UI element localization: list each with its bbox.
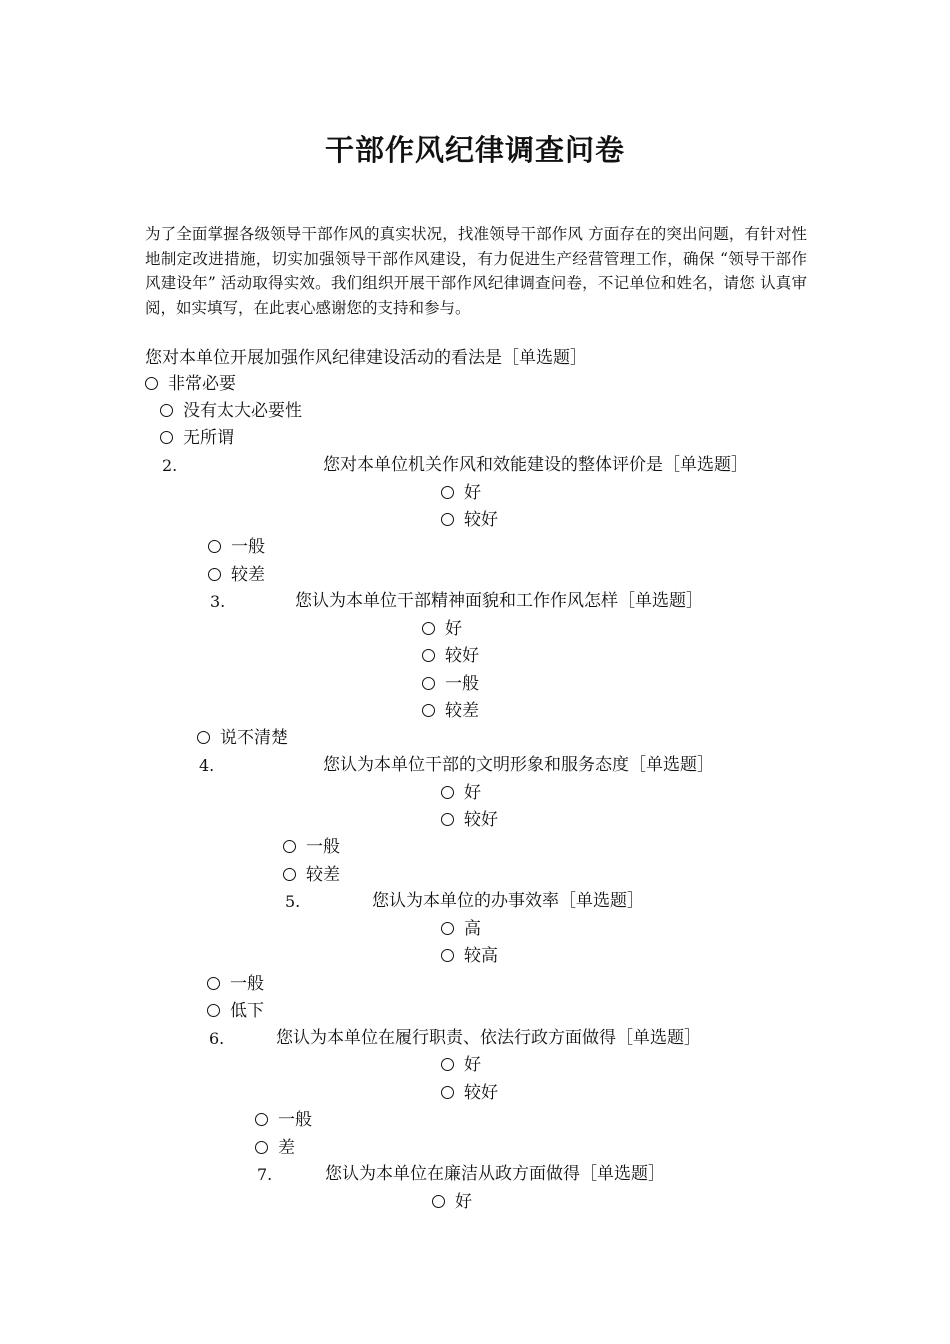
question-6-option-4[interactable]: 差 — [255, 1136, 295, 1160]
question-4-text: 您认为本单位干部的文明形象和服务态度［单选题］ — [323, 755, 714, 775]
radio-circle-icon — [441, 949, 454, 962]
question-3-option-3[interactable]: 一般 — [422, 672, 479, 696]
page-title: 干部作风纪律调查问卷 — [324, 133, 625, 167]
radio-circle-icon — [441, 922, 454, 935]
question-7-option-1[interactable]: 好 — [432, 1190, 472, 1214]
question-5-option-2[interactable]: 较高 — [441, 944, 498, 968]
question-1-option-2[interactable]: 没有太大必要性 — [160, 399, 302, 423]
question-2-option-3[interactable]: 一般 — [208, 535, 265, 559]
question-4-option-2[interactable]: 较好 — [441, 808, 498, 832]
question-7-number: 7. — [257, 1165, 273, 1184]
question-3-number: 3. — [210, 592, 226, 611]
radio-circle-icon — [208, 568, 221, 581]
question-7-text: 您认为本单位在廉洁从政方面做得［单选题］ — [325, 1164, 665, 1184]
question-2-number: 2. — [162, 456, 178, 475]
radio-circle-icon — [145, 377, 158, 390]
radio-circle-icon — [441, 1058, 454, 1071]
question-3-option-1[interactable]: 好 — [422, 617, 462, 641]
question-1-option-3[interactable]: 无所谓 — [160, 426, 234, 450]
radio-circle-icon — [160, 431, 173, 444]
intro-paragraph: 为了全面掌握各级领导干部作风的真实状况，找准领导干部作风 方面存在的突出问题，有针对性地制定改进措施，切实加强领导干部作风建设，有力促进生产经营管理工作，确保 “领导干部作风建设年” 活动取得实效。我们组织开展干部作风纪律调查问卷，不记单位和姓名，请您 认真审阅，如实填写，在此衷心感谢您的支持和参与。 — [145, 225, 807, 317]
radio-circle-icon — [255, 1141, 268, 1154]
question-5-option-1[interactable]: 高 — [441, 917, 481, 941]
question-3-option-2[interactable]: 较好 — [422, 644, 479, 668]
radio-circle-icon — [207, 977, 220, 990]
question-2-text: 您对本单位机关作风和效能建设的整体评价是［单选题］ — [323, 455, 748, 475]
radio-circle-icon — [441, 786, 454, 799]
radio-circle-icon — [208, 540, 221, 553]
radio-circle-icon — [432, 1195, 445, 1208]
radio-circle-icon — [422, 677, 435, 690]
question-3-option-4[interactable]: 较差 — [422, 699, 479, 723]
question-3-text: 您认为本单位干部精神面貌和工作作风怎样［单选题］ — [295, 591, 703, 611]
question-4-option-1[interactable]: 好 — [441, 781, 481, 805]
radio-circle-icon — [283, 868, 296, 881]
question-4-option-4[interactable]: 较差 — [283, 863, 340, 887]
radio-circle-icon — [422, 622, 435, 635]
question-5-number: 5. — [285, 892, 301, 911]
question-6-option-3[interactable]: 一般 — [255, 1108, 312, 1132]
radio-circle-icon — [441, 1086, 454, 1099]
question-4-number: 4. — [199, 756, 215, 775]
radio-circle-icon — [255, 1113, 268, 1126]
question-4-option-3[interactable]: 一般 — [283, 835, 340, 859]
question-6-number: 6. — [209, 1029, 225, 1048]
radio-circle-icon — [422, 649, 435, 662]
question-5-option-4[interactable]: 低下 — [207, 999, 264, 1023]
radio-circle-icon — [441, 813, 454, 826]
radio-circle-icon — [422, 704, 435, 717]
question-1-option-1[interactable]: 非常必要 — [145, 372, 236, 396]
question-5-text: 您认为本单位的办事效率［单选题］ — [372, 891, 644, 911]
radio-circle-icon — [283, 840, 296, 853]
question-6-text: 您认为本单位在履行职责、依法行政方面做得［单选题］ — [276, 1028, 701, 1048]
question-3-option-5[interactable]: 说不清楚 — [197, 726, 288, 750]
question-6-option-1[interactable]: 好 — [441, 1053, 481, 1077]
radio-circle-icon — [441, 513, 454, 526]
radio-circle-icon — [160, 404, 173, 417]
question-1-text: 您对本单位开展加强作风纪律建设活动的看法是［单选题］ — [145, 348, 587, 368]
question-2-option-1[interactable]: 好 — [441, 481, 481, 505]
radio-circle-icon — [207, 1004, 220, 1017]
radio-circle-icon — [441, 486, 454, 499]
question-6-option-2[interactable]: 较好 — [441, 1081, 498, 1105]
question-5-option-3[interactable]: 一般 — [207, 972, 264, 996]
question-2-option-2[interactable]: 较好 — [441, 508, 498, 532]
radio-circle-icon — [197, 731, 210, 744]
question-2-option-4[interactable]: 较差 — [208, 563, 265, 587]
